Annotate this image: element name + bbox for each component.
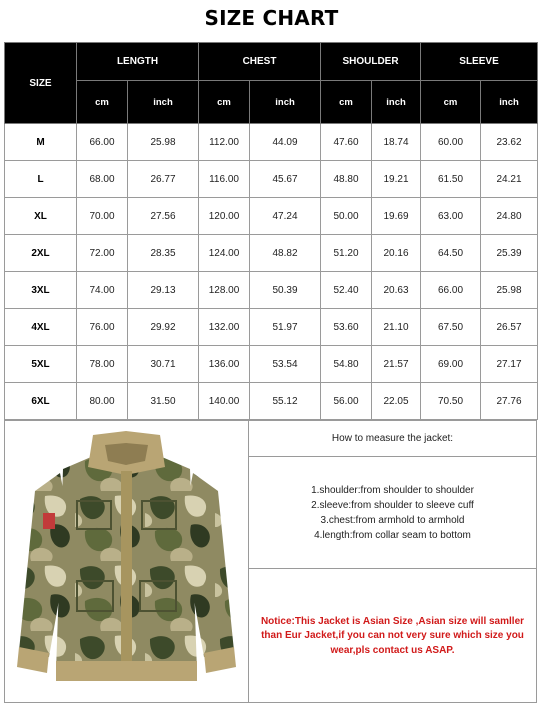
measure-step: 2.sleeve:from shoulder to sleeve cuff bbox=[311, 499, 474, 511]
size-row bbox=[5, 161, 538, 198]
size-label: M bbox=[5, 124, 77, 161]
measurement-cell: 24.21 bbox=[481, 161, 538, 198]
measurement-cell: 63.00 bbox=[421, 198, 481, 235]
measurement-cell: 56.00 bbox=[321, 383, 372, 420]
size-label: L bbox=[5, 161, 77, 198]
unit-header-cm: cm bbox=[77, 81, 128, 124]
measure-step: 4.length:from collar seam to bottom bbox=[314, 529, 471, 541]
measurement-cell: 116.00 bbox=[199, 161, 250, 198]
measurement-cell: 25.39 bbox=[481, 235, 538, 272]
measure-step: 3.chest:from armhold to armhold bbox=[320, 514, 465, 526]
unit-header-inch: inch bbox=[250, 81, 321, 124]
size-label: 5XL bbox=[5, 346, 77, 383]
measurement-cell: 25.98 bbox=[128, 124, 199, 161]
measurement-cell: 26.77 bbox=[128, 161, 199, 198]
size-column-header: SIZE bbox=[5, 43, 77, 124]
measurement-cell: 22.05 bbox=[372, 383, 421, 420]
size-row bbox=[5, 124, 538, 161]
measurement-cell: 66.00 bbox=[421, 272, 481, 309]
measurement-cell: 25.98 bbox=[481, 272, 538, 309]
size-row bbox=[5, 346, 538, 383]
size-notice bbox=[249, 569, 536, 704]
jacket-photo bbox=[4, 420, 249, 703]
measurement-cell: 27.76 bbox=[481, 383, 538, 420]
measurement-cell: 29.13 bbox=[128, 272, 199, 309]
measurement-cell: 21.10 bbox=[372, 309, 421, 346]
measurement-cell: 136.00 bbox=[199, 346, 250, 383]
measurement-cell: 21.57 bbox=[372, 346, 421, 383]
camo-jacket-image bbox=[5, 421, 248, 702]
measurement-cell: 72.00 bbox=[77, 235, 128, 272]
measurement-cell: 76.00 bbox=[77, 309, 128, 346]
measurement-cell: 50.00 bbox=[321, 198, 372, 235]
size-label: 3XL bbox=[5, 272, 77, 309]
measurement-cell: 50.39 bbox=[250, 272, 321, 309]
measurement-cell: 20.63 bbox=[372, 272, 421, 309]
size-row bbox=[5, 198, 538, 235]
measurement-cell: 69.00 bbox=[421, 346, 481, 383]
measurement-cell: 27.56 bbox=[128, 198, 199, 235]
measurement-cell: 55.12 bbox=[250, 383, 321, 420]
unit-header-inch: inch bbox=[128, 81, 199, 124]
measurement-cell: 29.92 bbox=[128, 309, 199, 346]
unit-header-inch: inch bbox=[372, 81, 421, 124]
measurement-cell: 132.00 bbox=[199, 309, 250, 346]
size-table bbox=[4, 42, 538, 420]
size-row bbox=[5, 235, 538, 272]
page-title: SIZE CHART bbox=[204, 6, 339, 30]
measure-title: How to measure the jacket: bbox=[249, 421, 536, 457]
measurement-cell: 70.50 bbox=[421, 383, 481, 420]
size-label: 2XL bbox=[5, 235, 77, 272]
measure-info-panel bbox=[249, 420, 537, 703]
measurement-cell: 67.50 bbox=[421, 309, 481, 346]
measurement-cell: 20.16 bbox=[372, 235, 421, 272]
unit-header-cm: cm bbox=[421, 81, 481, 124]
measurement-cell: 66.00 bbox=[77, 124, 128, 161]
measurement-cell: 54.80 bbox=[321, 346, 372, 383]
measurement-cell: 53.60 bbox=[321, 309, 372, 346]
size-notice-text: Notice:This Jacket is Asian Size ,Asian size will samller than Eur Jacket,if you can not very sure which size you wear,pls contact us ASAP. bbox=[260, 615, 525, 656]
measurement-cell: 112.00 bbox=[199, 124, 250, 161]
measurement-cell: 74.00 bbox=[77, 272, 128, 309]
size-row bbox=[5, 272, 538, 309]
shoulder-group-header: SHOULDER bbox=[321, 43, 421, 81]
measurement-cell: 48.80 bbox=[321, 161, 372, 198]
measurement-cell: 80.00 bbox=[77, 383, 128, 420]
measurement-cell: 78.00 bbox=[77, 346, 128, 383]
unit-header-inch: inch bbox=[481, 81, 538, 124]
measurement-cell: 30.71 bbox=[128, 346, 199, 383]
measurement-cell: 23.62 bbox=[481, 124, 538, 161]
measurement-cell: 53.54 bbox=[250, 346, 321, 383]
unit-header-cm: cm bbox=[199, 81, 250, 124]
measurement-cell: 18.74 bbox=[372, 124, 421, 161]
measurement-cell: 45.67 bbox=[250, 161, 321, 198]
bottom-section bbox=[4, 420, 537, 704]
chest-group-header: CHEST bbox=[199, 43, 321, 81]
measurement-cell: 19.21 bbox=[372, 161, 421, 198]
size-row bbox=[5, 309, 538, 346]
measurement-cell: 27.17 bbox=[481, 346, 538, 383]
measure-steps bbox=[249, 457, 536, 569]
size-label: 6XL bbox=[5, 383, 77, 420]
size-label: XL bbox=[5, 198, 77, 235]
sleeve-group-header: SLEEVE bbox=[421, 43, 538, 81]
measurement-cell: 47.60 bbox=[321, 124, 372, 161]
measurement-cell: 48.82 bbox=[250, 235, 321, 272]
unit-header-cm: cm bbox=[321, 81, 372, 124]
measurement-cell: 60.00 bbox=[421, 124, 481, 161]
measurement-cell: 47.24 bbox=[250, 198, 321, 235]
measurement-cell: 51.20 bbox=[321, 235, 372, 272]
measurement-cell: 52.40 bbox=[321, 272, 372, 309]
measurement-cell: 31.50 bbox=[128, 383, 199, 420]
measurement-cell: 70.00 bbox=[77, 198, 128, 235]
measurement-cell: 24.80 bbox=[481, 198, 538, 235]
size-label: 4XL bbox=[5, 309, 77, 346]
measurement-cell: 19.69 bbox=[372, 198, 421, 235]
measurement-cell: 26.57 bbox=[481, 309, 538, 346]
measure-step: 1.shoulder:from shoulder to shoulder bbox=[311, 484, 474, 496]
size-row bbox=[5, 383, 538, 420]
measurement-cell: 140.00 bbox=[199, 383, 250, 420]
measurement-cell: 128.00 bbox=[199, 272, 250, 309]
measurement-cell: 51.97 bbox=[250, 309, 321, 346]
measurement-cell: 44.09 bbox=[250, 124, 321, 161]
measurement-cell: 28.35 bbox=[128, 235, 199, 272]
length-group-header: LENGTH bbox=[77, 43, 199, 81]
measurement-cell: 64.50 bbox=[421, 235, 481, 272]
measurement-cell: 124.00 bbox=[199, 235, 250, 272]
measurement-cell: 61.50 bbox=[421, 161, 481, 198]
measurement-cell: 120.00 bbox=[199, 198, 250, 235]
measurement-cell: 68.00 bbox=[77, 161, 128, 198]
size-table-body bbox=[5, 124, 538, 420]
